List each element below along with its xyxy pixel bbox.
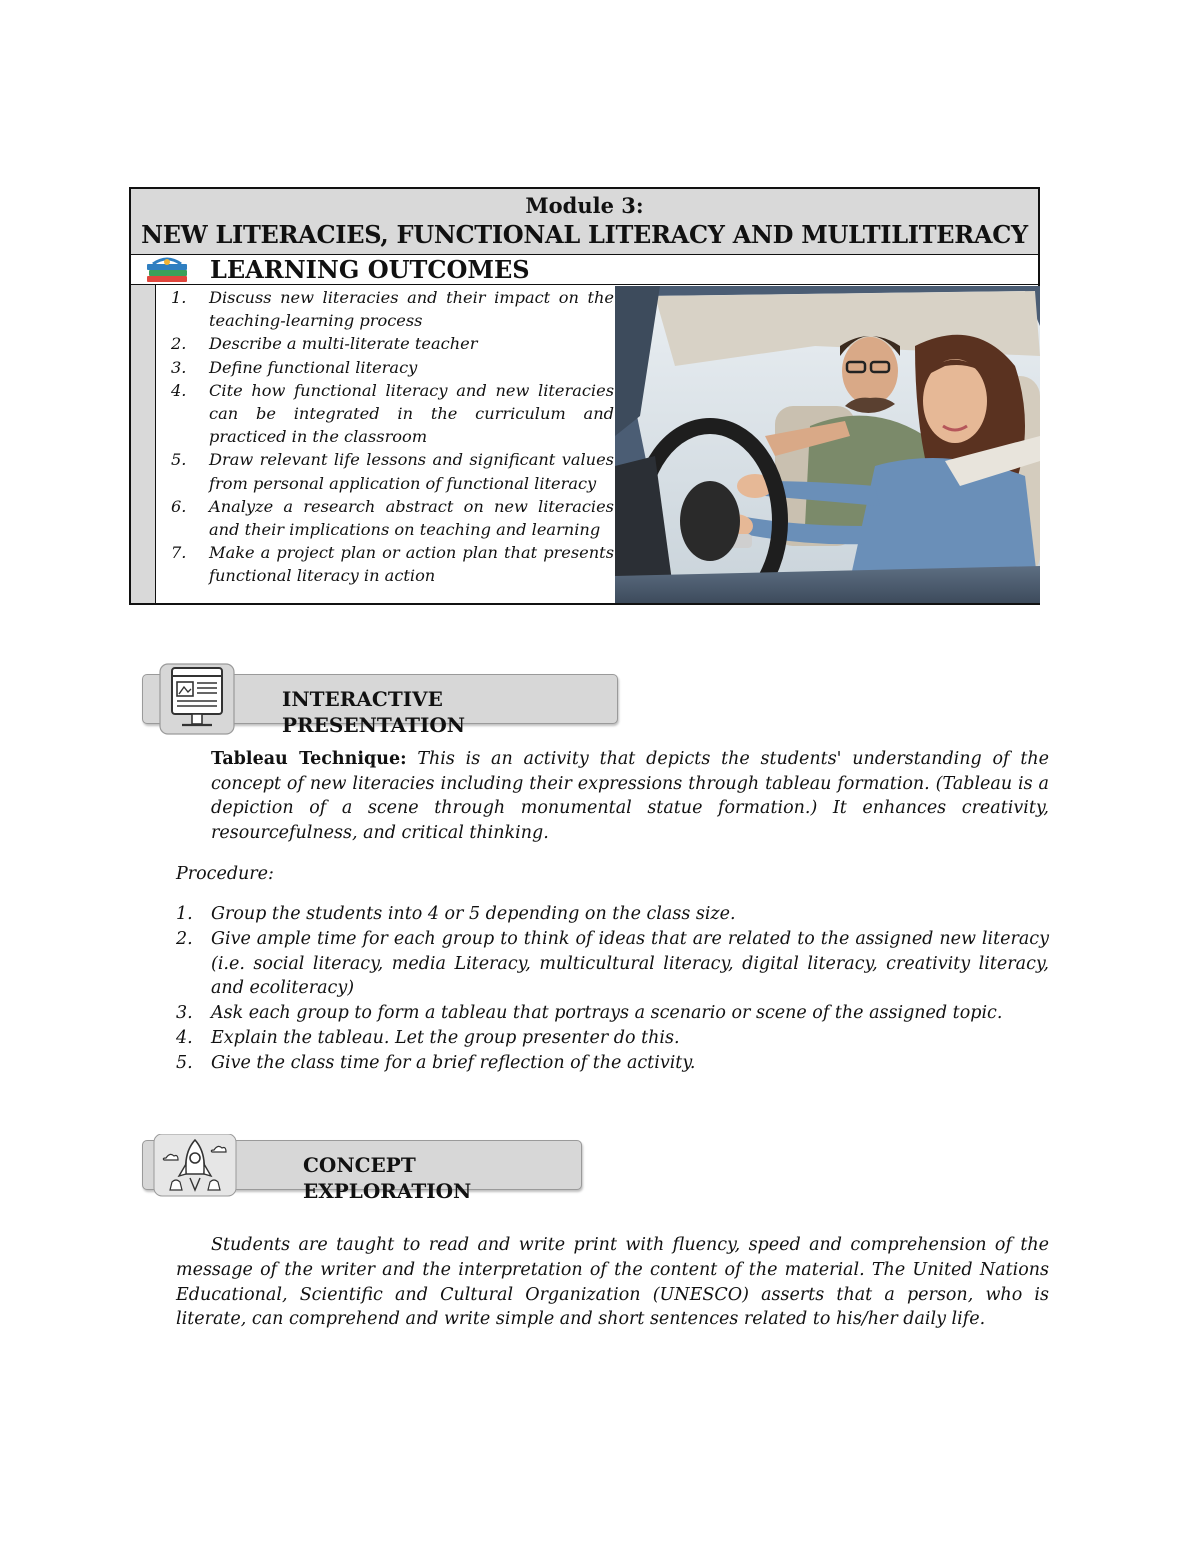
rocket-icon [152, 1134, 238, 1198]
monitor-document-icon [152, 662, 242, 736]
concept-exploration-heading: CONCEPT EXPLORATION [303, 1153, 472, 1203]
list-item: 6. Analyze a research abstract on new literacies and their implications on teaching and learning [171, 496, 614, 540]
procedure-steps-list [176, 902, 1049, 1076]
learning-outcomes-title: LEARNING OUTCOMES [210, 255, 530, 284]
module-number: Module 3: [525, 193, 644, 218]
tableau-paragraph [211, 747, 1049, 846]
list-item: 3. Define functional literacy [171, 357, 418, 377]
list-item: 2. Describe a multi-literate teacher [171, 334, 478, 354]
list-item: 7. Make a project plan or action plan that presents functional literacy in action [171, 543, 614, 586]
concept-paragraph: Students are taught to read and write print with fluency, speed and comprehension of the message of the writer and the interpretation of the content of the material. The United Nations Educational, Scientific and Cultural Organization (UNESCO) asserts that a person, who is literate, can comprehend and write simple and short sentences related to his/her daily life. [176, 1235, 1049, 1330]
list-item: 1. Group the students into 4 or 5 depending on the class size. [176, 904, 736, 924]
procedure-label: Procedure: [176, 864, 274, 884]
driving-lesson-photo [615, 286, 1040, 603]
list-item: 4. Explain the tableau. Let the group presenter do this. [176, 1027, 680, 1048]
list-item: 1. Discuss new literacies and their impact on the teaching-learning process [171, 288, 614, 331]
tableau-lead: Tableau Technique: [211, 749, 407, 769]
left-gray-strip [131, 285, 156, 603]
books-stack-icon [143, 256, 193, 284]
list-item: 4. Cite how functional literacy and new literacies can be integrated in the curriculum and practiced in the classroom [171, 380, 614, 447]
interactive-presentation-banner [140, 662, 622, 736]
module-title-block [131, 189, 1038, 255]
tableau-body: This is an activity that depicts the students' understanding of the concept of new literacies including their expressions through tableau formation. (Tableau is a depiction of a scene through monumental statue formation.) It enhances creativity, resourcefulness, and critical thinking. [211, 749, 1049, 844]
learning-outcomes-list [171, 286, 614, 588]
concept-exploration-banner [140, 1134, 585, 1203]
interactive-presentation-heading: INTERACTIVE PRESENTATION [282, 687, 466, 737]
module-header-box [129, 187, 1040, 605]
list-item: 5. Give the class time for a brief reflection of the activity. [176, 1052, 696, 1073]
list-item: 5. Draw relevant life lessons and significant values from personal application of functional literacy [171, 450, 614, 493]
module-title: NEW LITERACIES, FUNCTIONAL LITERACY AND MULTILITERACY [141, 220, 1028, 249]
list-item: 3. Ask each group to form a tableau that portrays a scenario or scene of the assigned topic. [176, 1003, 1003, 1024]
learning-outcomes-header [131, 255, 1038, 285]
list-item: 2. Give ample time for each group to think of ideas that are related to the assigned new literacy (i.e. social literacy, media Literacy, multicultural literacy, digital literacy, creativity literacy, and ecoliteracy) [176, 928, 1049, 999]
